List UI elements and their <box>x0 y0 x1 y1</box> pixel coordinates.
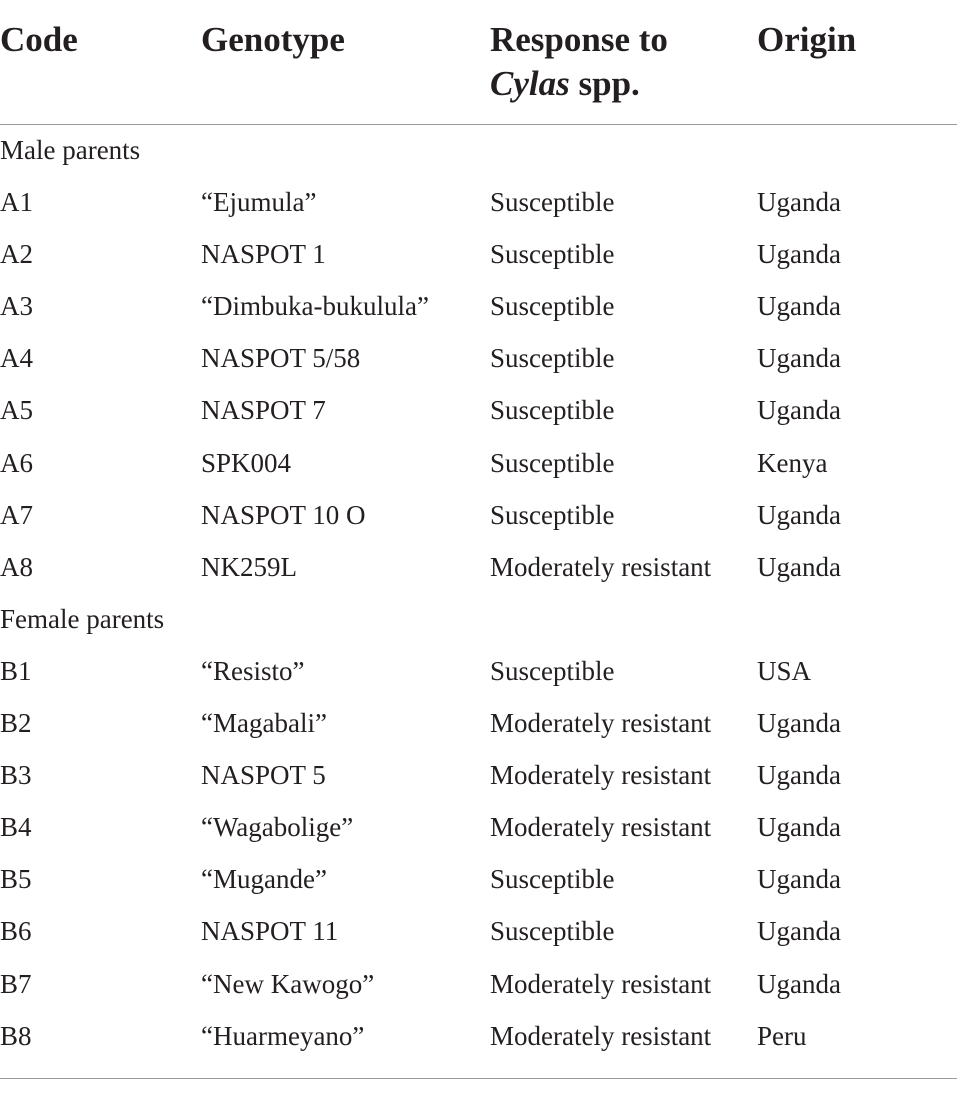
cell-genotype: SPK004 <box>201 447 292 478</box>
cell-genotype: “Wagabolige” <box>201 812 354 843</box>
cell-origin: Uganda <box>757 291 841 322</box>
section-label: Male parents <box>0 135 141 165</box>
table-row <box>0 750 957 802</box>
section-label: Female parents <box>0 603 165 634</box>
table-row <box>0 177 957 229</box>
table-row <box>0 490 957 542</box>
table-header <box>0 0 957 125</box>
cell-origin: Uganda <box>757 395 841 426</box>
cell-response: Susceptible <box>490 343 615 374</box>
cell-origin: Uganda <box>757 187 841 218</box>
cell-response: Susceptible <box>490 187 615 218</box>
cell-code: A3 <box>0 291 33 322</box>
cell-code: A5 <box>0 395 33 426</box>
cell-response: Susceptible <box>490 395 615 426</box>
cell-code: A7 <box>0 499 33 530</box>
table-row <box>0 854 957 906</box>
table-row <box>0 281 957 333</box>
bottom-rule <box>0 1078 957 1079</box>
cell-origin: Uganda <box>757 239 841 270</box>
cell-origin: Kenya <box>757 447 828 478</box>
table-row <box>0 1011 957 1063</box>
cell-genotype: NASPOT 5/58 <box>201 343 361 374</box>
cell-genotype: “Huarmeyano” <box>201 1020 365 1051</box>
cell-response: Susceptible <box>490 655 615 686</box>
cell-response: Moderately resistant <box>490 968 712 999</box>
cell-genotype: “New Kawogo” <box>201 968 375 999</box>
cell-code: A4 <box>0 343 33 374</box>
table-row <box>0 906 957 958</box>
cell-code: A8 <box>0 551 33 582</box>
section-heading <box>0 594 957 646</box>
cell-genotype: NASPOT 1 <box>201 239 326 270</box>
header-origin: Origin <box>757 20 857 59</box>
cell-response: Susceptible <box>490 291 615 322</box>
cell-genotype: “Resisto” <box>201 655 305 686</box>
cell-origin: Uganda <box>757 343 841 374</box>
header-genotype: Genotype <box>201 20 345 59</box>
cell-code: B5 <box>0 864 32 895</box>
cell-genotype: “Mugande” <box>201 864 327 895</box>
cell-response: Moderately resistant <box>490 812 712 843</box>
header-response-suffix: spp. <box>569 64 640 103</box>
table-row <box>0 438 957 490</box>
cell-response: Moderately resistant <box>490 708 712 739</box>
cell-origin: Uganda <box>757 499 841 530</box>
cell-code: B4 <box>0 812 32 843</box>
cell-response: Moderately resistant <box>490 551 712 582</box>
cell-genotype: NASPOT 11 <box>201 916 339 947</box>
cell-genotype: NASPOT 10 O <box>201 499 366 530</box>
cell-origin: Uganda <box>757 968 841 999</box>
cell-code: B3 <box>0 760 32 791</box>
header-response-genus: Cylas <box>490 64 570 103</box>
cell-response: Susceptible <box>490 447 615 478</box>
cell-code: A2 <box>0 239 33 270</box>
cell-genotype: NASPOT 5 <box>201 760 326 791</box>
cell-response: Susceptible <box>490 916 615 947</box>
cell-genotype: NASPOT 7 <box>201 395 326 426</box>
cell-code: A1 <box>0 187 33 218</box>
cell-code: B1 <box>0 655 32 686</box>
table-row <box>0 646 957 698</box>
cell-code: B8 <box>0 1020 32 1051</box>
cell-origin: USA <box>757 655 812 686</box>
table-row <box>0 229 957 281</box>
cell-origin: Uganda <box>757 916 841 947</box>
cell-genotype: NK259L <box>201 551 297 582</box>
section-heading <box>0 125 957 177</box>
table-row <box>0 802 957 854</box>
header-response <box>490 18 668 106</box>
cell-response: Susceptible <box>490 864 615 895</box>
table-row <box>0 959 957 1011</box>
cell-response: Moderately resistant <box>490 760 712 791</box>
cell-response: Susceptible <box>490 499 615 530</box>
cell-genotype: “Magabali” <box>201 708 327 739</box>
cell-origin: Uganda <box>757 760 841 791</box>
table-body <box>0 125 957 1063</box>
cell-code: B7 <box>0 968 32 999</box>
cell-code: A6 <box>0 447 33 478</box>
cell-response: Moderately resistant <box>490 1020 712 1051</box>
header-code: Code <box>0 20 78 59</box>
table-row <box>0 698 957 750</box>
cell-origin: Uganda <box>757 812 841 843</box>
table-row <box>0 333 957 385</box>
table-row <box>0 385 957 437</box>
cell-origin: Peru <box>757 1020 807 1051</box>
cell-origin: Uganda <box>757 864 841 895</box>
cell-response: Susceptible <box>490 239 615 270</box>
table-row <box>0 542 957 594</box>
header-response-prefix: Response to <box>490 20 668 59</box>
cell-origin: Uganda <box>757 551 841 582</box>
cell-code: B2 <box>0 708 32 739</box>
cell-origin: Uganda <box>757 708 841 739</box>
cell-genotype: “Dimbuka-bukulula” <box>201 291 429 322</box>
cell-code: B6 <box>0 916 32 947</box>
cell-genotype: “Ejumula” <box>201 187 317 218</box>
